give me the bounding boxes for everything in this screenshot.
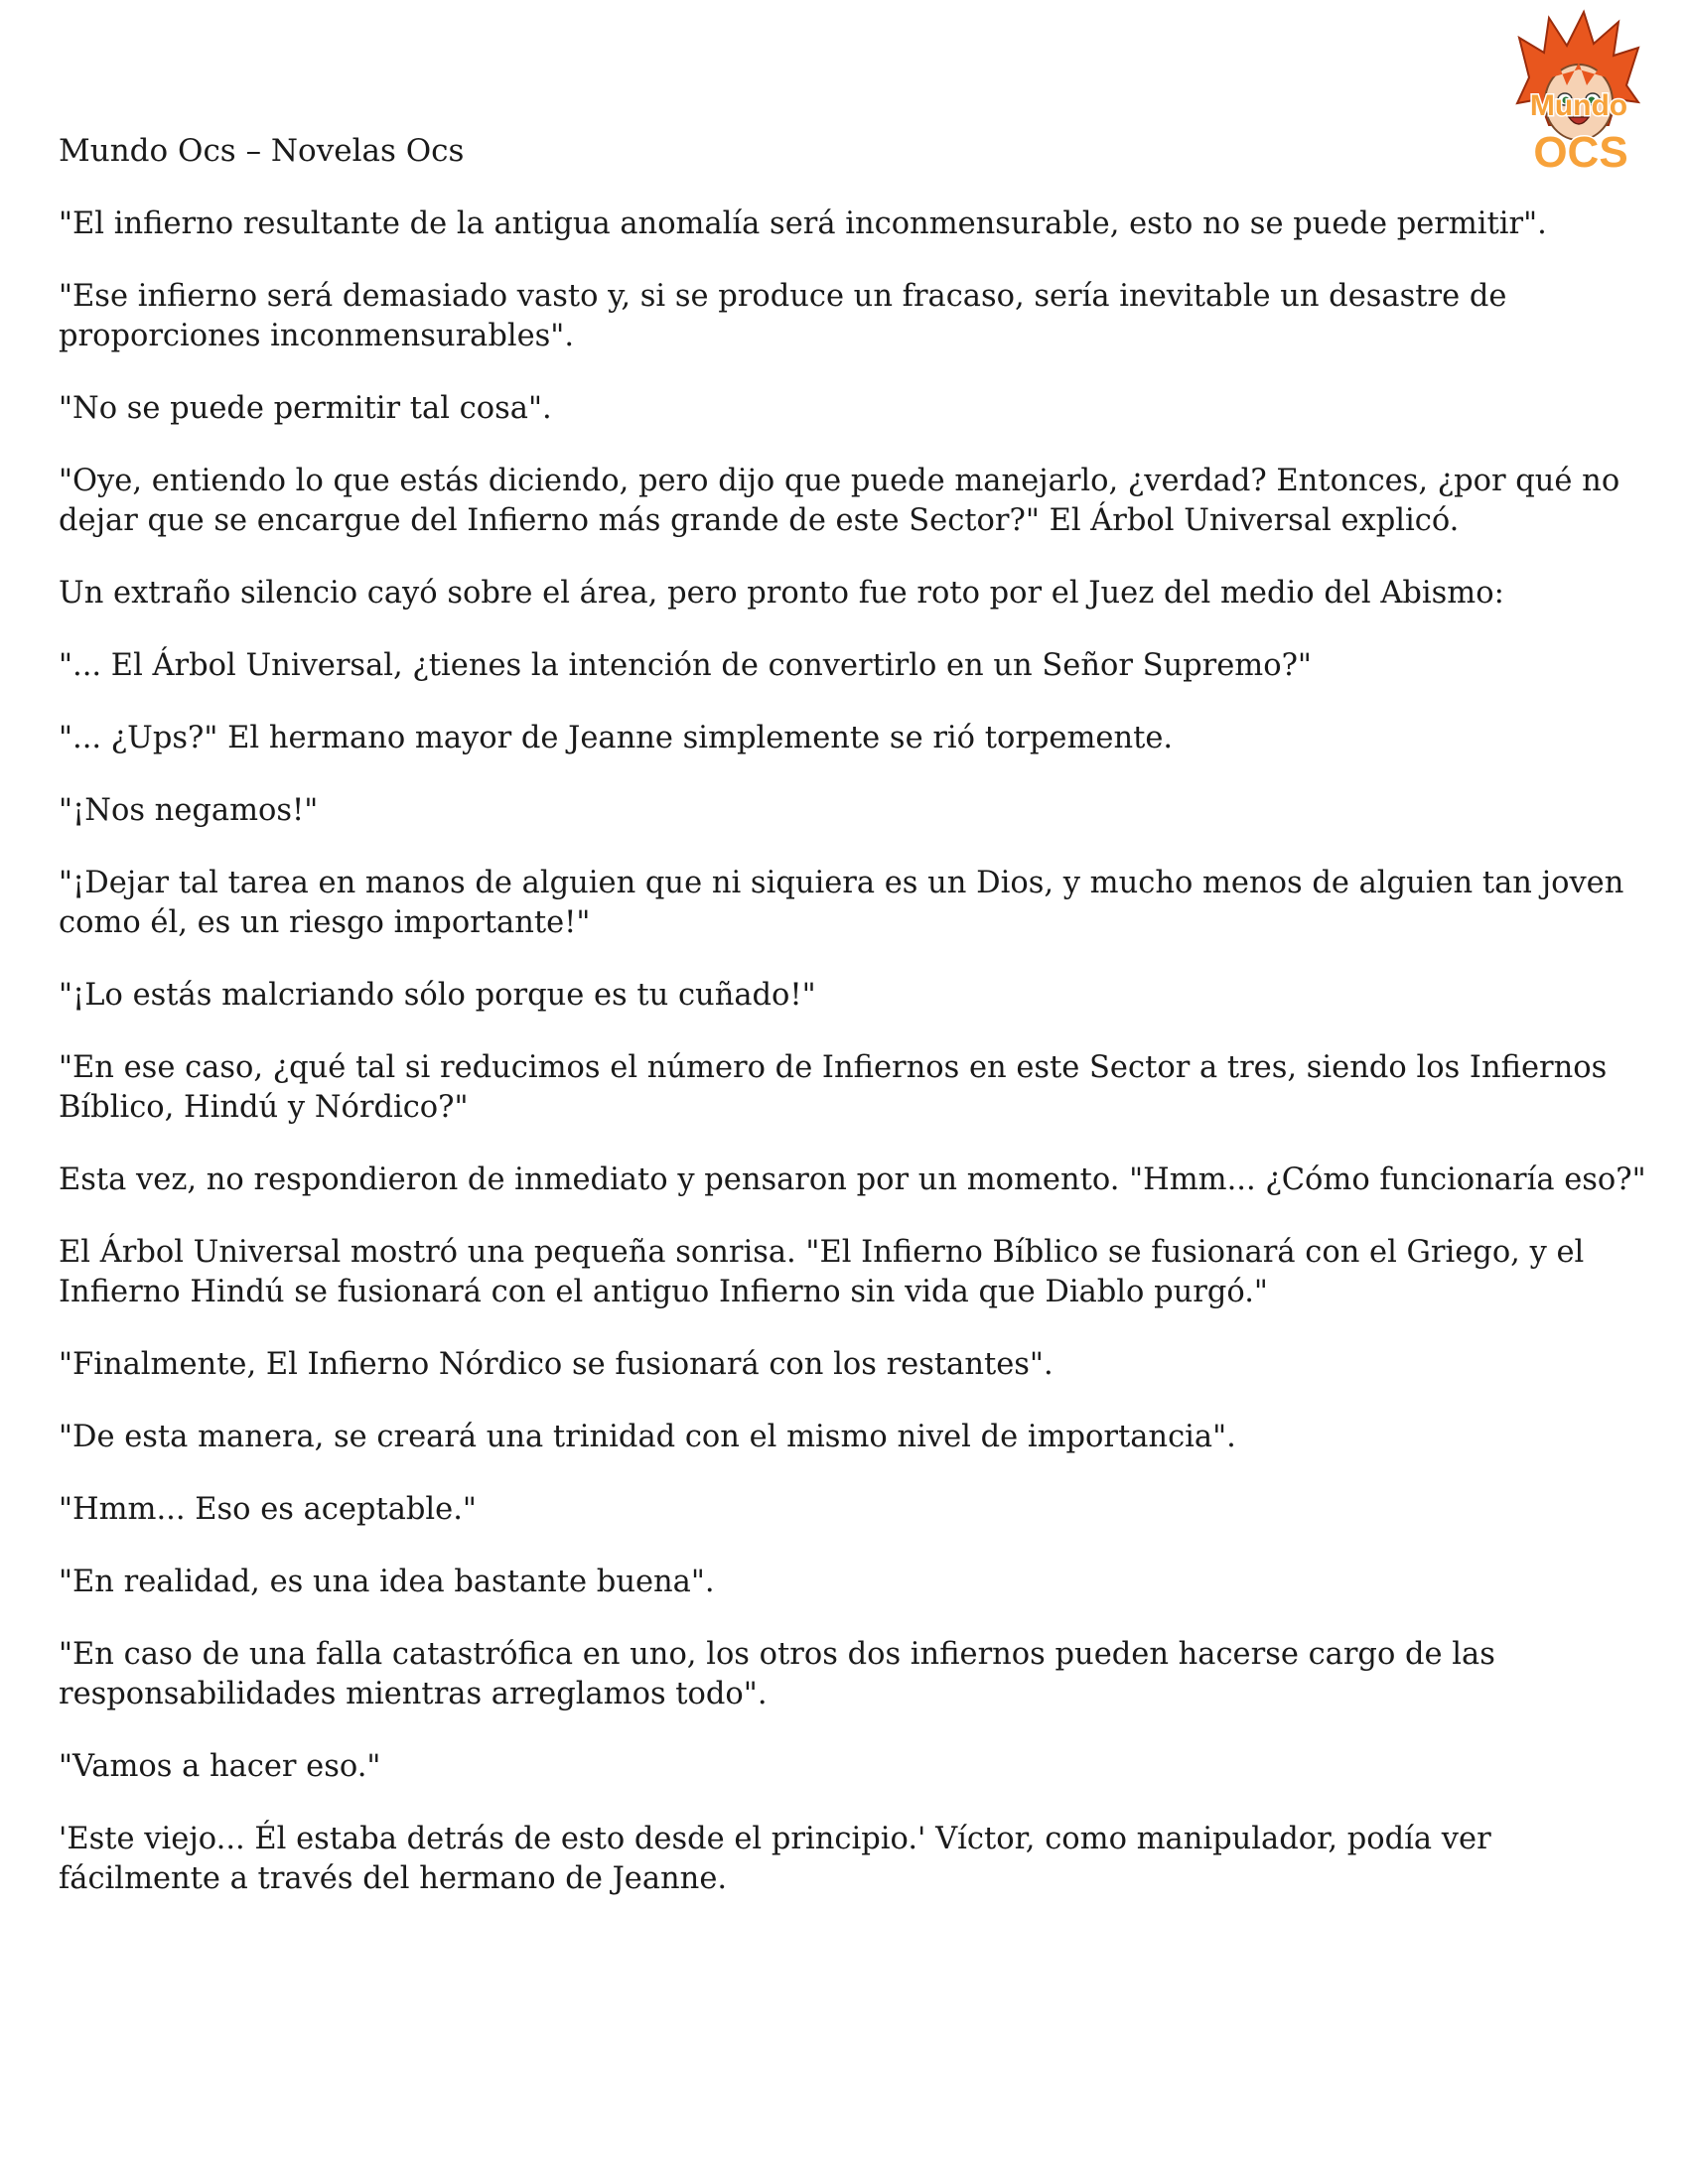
paragraph: El Árbol Universal mostró una pequeña sonrisa. "El Infierno Bíblico se fusionará con el Griego, y el Infierno Hindú se fusionará con el antiguo Infierno sin vida que Diablo purgó.": [59, 1235, 1585, 1309]
paragraph: "... El Árbol Universal, ¿tienes la intención de convertirlo en un Señor Supremo?": [59, 648, 1312, 683]
paragraph: "¡Nos negamos!": [59, 793, 319, 828]
mundo-ocs-logo: [1489, 8, 1668, 182]
document-body: [59, 205, 1647, 1932]
paragraph: "En ese caso, ¿qué tal si reducimos el número de Infiernos en este Sector a tres, siendo los Infiernos Bíblico, Hindú y Nórdico?": [59, 1050, 1608, 1125]
paragraph: "Oye, entiendo lo que estás diciendo, pero dijo que puede manejarlo, ¿verdad? Entonces, ¿por qué no dejar que se encargue del Infierno más grande de este Sector?" El Árbol Universal explicó.: [59, 464, 1620, 538]
paragraph: Esta vez, no respondieron de inmediato y pensaron por un momento. "Hmm... ¿Cómo funcionaría eso?": [59, 1162, 1646, 1197]
logo-text-top: Mundo: [1529, 89, 1628, 122]
paragraph: "... ¿Ups?" El hermano mayor de Jeanne simplemente se rió torpemente.: [59, 721, 1174, 755]
paragraph: "No se puede permitir tal cosa".: [59, 391, 552, 426]
paragraph: "De esta manera, se creará una trinidad con el mismo nivel de importancia".: [59, 1420, 1236, 1454]
paragraph: "Ese infierno será demasiado vasto y, si se produce un fracaso, sería inevitable un desastre de proporciones inconmensurables".: [59, 279, 1507, 353]
paragraph: "¡Dejar tal tarea en manos de alguien que ni siquiera es un Dios, y mucho menos de alguien tan joven como él, es un riesgo importante!": [59, 866, 1624, 940]
paragraph: "¡Lo estás malcriando sólo porque es tu cuñado!": [59, 978, 816, 1013]
paragraph: "Hmm... Eso es aceptable.": [59, 1492, 477, 1527]
paragraph: "El infierno resultante de la antigua anomalía será inconmensurable, esto no se puede permitir".: [59, 206, 1547, 241]
paragraph: "Vamos a hacer eso.": [59, 1749, 381, 1784]
paragraph: "En realidad, es una idea bastante buena".: [59, 1565, 715, 1599]
paragraph: 'Este viejo... Él estaba detrás de esto desde el principio.' Víctor, como manipulador, podía ver fácilmente a través del hermano de Jeanne.: [59, 1822, 1491, 1896]
site-title: Mundo Ocs – Novelas Ocs: [59, 133, 465, 169]
logo-text-bottom: OCS: [1533, 128, 1628, 177]
paragraph: "En caso de una falla catastrófica en uno, los otros dos infiernos pueden hacerse cargo de las responsabilidades mientras arreglamos todo".: [59, 1637, 1495, 1711]
paragraph: "Finalmente, El Infierno Nórdico se fusionará con los restantes".: [59, 1347, 1054, 1382]
paragraph: Un extraño silencio cayó sobre el área, pero pronto fue roto por el Juez del medio del Abismo:: [59, 576, 1504, 611]
logo-mascot-icon: [1489, 8, 1668, 182]
